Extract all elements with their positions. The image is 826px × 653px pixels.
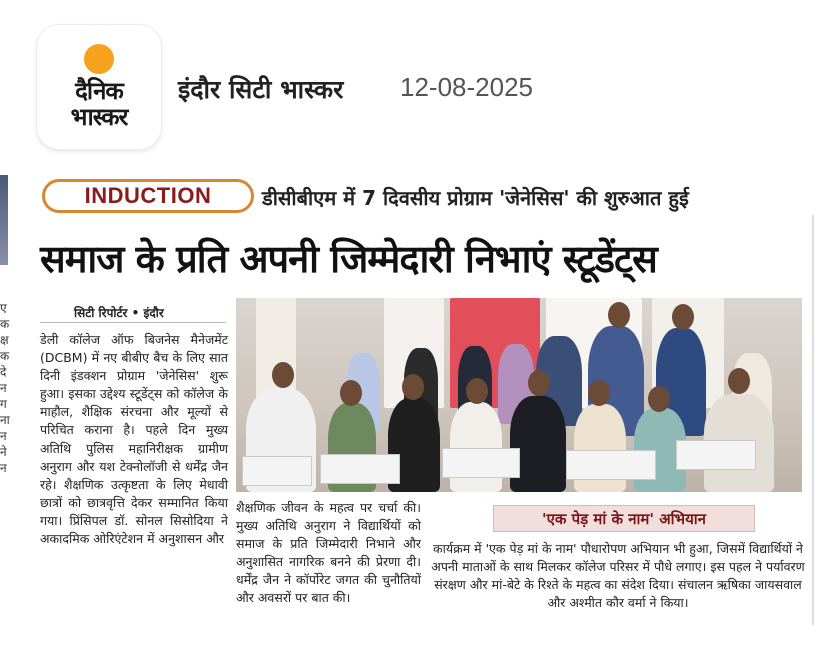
person-head [340, 380, 362, 406]
byline: सिटी रिपोर्टर • इंदौर [74, 306, 164, 320]
clipping-right-edge [812, 215, 814, 625]
column-fragment-text: न [0, 381, 7, 395]
column-fragment-text: दे [0, 365, 7, 379]
person-head [648, 386, 670, 412]
column-fragment-text: न [0, 429, 7, 443]
cheque-board [320, 454, 400, 484]
logo-line-1: दैनिक [75, 77, 123, 105]
cheque-board [242, 456, 312, 486]
column-fragment-text: क [0, 349, 10, 363]
cheque-board [442, 448, 520, 478]
sun-icon [84, 44, 114, 74]
column-fragment-text: क [0, 317, 10, 331]
article-kicker: डीसीबीएम में 7 दिवसीय प्रोग्राम 'जेनेसिस' की शुरुआत हुई [262, 186, 689, 210]
article-column-3: कार्यक्रम में 'एक पेड़ मां के नाम' पौधारोपण अभियान भी हुआ, जिसमें विद्यार्थियों ने अपनी माताओं के साथ मिलकर कॉलेज परिसर में पौधे लगाए। इस पहल ने पर्यावरण संरक्षण और मां-बेटे के रिश्ते के महत्व का संदेश दिया। संचालन ऋषिका जायसवाल और अश्मीत कौर वर्मा ने किया। [431, 541, 805, 611]
adjacent-photo-edge [0, 175, 8, 265]
person-head [728, 368, 750, 394]
column-fragment-text: न [0, 461, 7, 475]
logo-line-2: भास्कर [70, 103, 128, 131]
person-head [528, 370, 550, 396]
person-head [608, 302, 630, 328]
article-column-1: डेली कॉलेज ऑफ बिजनेस मैनेजमेंट (DCBM) में नए बीबीए बैच के लिए सात दिनी इंडक्शन प्रोग्राम 'जेनेसिस' शुरू हुआ। इसका उद्देश्य स्टूडेंट्स को कॉलेज के माहौल, शैक्षिक संरचना और मूल्यों से परिचित कराना है। पहले दिन मुख्य अतिथि पुलिस महानिरीक्षक ग्रामीण अनुराग और यश टेक्नोलॉजी से धर्मेंद्र जैन रहे। शैक्षणिक उत्कृष्टता के लिए मेधावी छात्रों को छात्रवृत्ति देकर सम्मानित किया गया। प्रिंसिपल डॉ. सोनल सिसोदिया ने अकादमिक ओरिएंटेशन में अनुशासन और [40, 332, 228, 547]
cheque-board [566, 450, 656, 480]
column-fragment-text: क्ष [0, 333, 9, 347]
person-head [588, 380, 610, 406]
edition-title: इंदौर सिटी भास्कर [178, 75, 344, 104]
subheading-box: 'एक पेड़ मां के नाम' अभियान [493, 505, 755, 532]
column-fragment-text: ने [0, 445, 7, 459]
cheque-board [676, 440, 756, 470]
column-fragment-text: ग [0, 397, 7, 411]
person-head [402, 374, 424, 400]
section-tag: INDUCTION [42, 179, 254, 213]
column-fragment-text: ए [0, 301, 7, 315]
person [450, 402, 502, 492]
person-head [466, 378, 488, 404]
person-head [272, 362, 294, 388]
article-headline: समाज के प्रति अपनी जिम्मेदारी निभाएं स्टूडेंट्स [40, 237, 657, 281]
group-photo [236, 298, 802, 492]
dainik-bhaskar-logo[interactable] [37, 25, 161, 149]
column-fragment-text: ना [0, 413, 10, 427]
adjacent-column-fragment [0, 300, 10, 630]
edition-date: 12-08-2025 [400, 72, 533, 102]
byline-divider [40, 322, 226, 323]
person-head [672, 304, 694, 330]
article-column-2: शैक्षणिक जीवन के महत्व पर चर्चा की। मुख्य अतिथि अनुराग ने विद्यार्थियों को समाज के प्रति जिम्मेदारी निभाने और अनुशासित नागरिक बनने की प्रेरणा दी। धर्मेंद्र जैन ने कॉर्पोरेट जगत की चुनौतियों और अवसरों पर बात की। [236, 500, 421, 606]
